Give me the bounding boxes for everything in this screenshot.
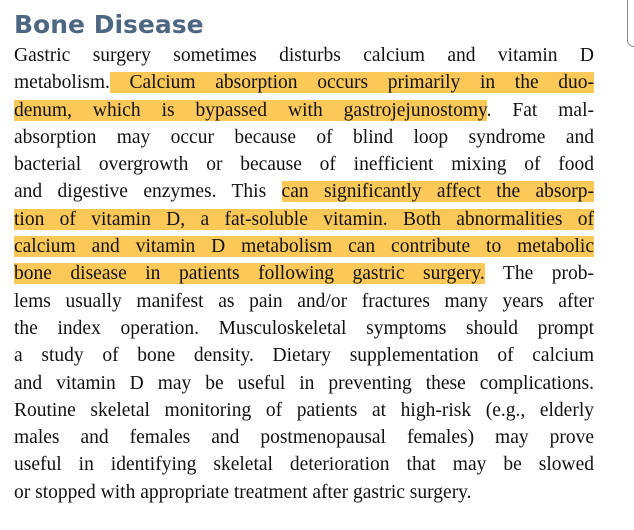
page-corner-edge	[627, 0, 634, 47]
body-paragraph	[14, 42, 594, 506]
text-line	[14, 97, 594, 124]
text-line	[14, 288, 594, 315]
highlighted-text: can significantly affect the absorp-	[281, 181, 594, 203]
text-line	[14, 151, 594, 178]
highlighted-text: calcium and vitamin D metabolism can contribute to metabolic	[14, 236, 594, 258]
text-segment: . Fat mal-	[486, 99, 594, 121]
text-line	[14, 233, 594, 260]
text-segment: The prob-	[484, 263, 594, 285]
text-line	[14, 178, 594, 205]
highlighted-text: denum, which is bypassed with gastrojejunostomy	[14, 99, 487, 121]
highlighted-text: tion of vitamin D, a fat-soluble vitamin. Both abnormalities of	[14, 208, 594, 230]
text-segment: and vitamin D may be useful in preventing these complications.	[14, 372, 594, 394]
text-line	[14, 424, 594, 451]
highlighted-text: bone disease in patients following gastric surgery.	[14, 263, 485, 285]
text-line	[14, 370, 594, 397]
highlighted-text: Calcium absorption occurs primarily in the duo-	[109, 72, 594, 94]
text-line	[14, 69, 594, 96]
text-line	[14, 342, 594, 369]
text-line	[14, 124, 594, 151]
text-line	[14, 397, 594, 424]
text-segment: the index operation. Musculoskeletal symptoms should prompt	[14, 317, 594, 339]
text-line	[14, 479, 594, 506]
text-segment: metabolism.	[14, 72, 110, 94]
text-line	[14, 260, 594, 287]
text-segment: or stopped with appropriate treatment after gastric surgery.	[14, 481, 472, 503]
text-segment: lems usually manifest as pain and/or fractures many years after	[14, 290, 594, 312]
text-segment: Gastric surgery sometimes disturbs calcium and vitamin D	[14, 45, 594, 66]
text-line	[14, 315, 594, 342]
text-segment: males and females and postmenopausal females) may prove	[14, 427, 594, 449]
text-segment: bacterial overgrowth or because of inefficient mixing of food	[14, 154, 594, 176]
text-line	[14, 42, 594, 69]
text-line	[14, 206, 594, 233]
text-line	[14, 451, 594, 478]
text-segment: useful in identifying skeletal deterioration that may be slowed	[14, 454, 594, 476]
text-segment: a study of bone density. Dietary supplementation of calcium	[14, 345, 594, 367]
text-segment: and digestive enzymes. This	[14, 181, 282, 203]
text-segment: Routine skeletal monitoring of patients at high-risk (e.g., elderly	[14, 399, 594, 421]
text-segment: absorption may occur because of blind loop syndrome and	[14, 126, 594, 148]
section-heading: Bone Disease	[14, 10, 204, 39]
